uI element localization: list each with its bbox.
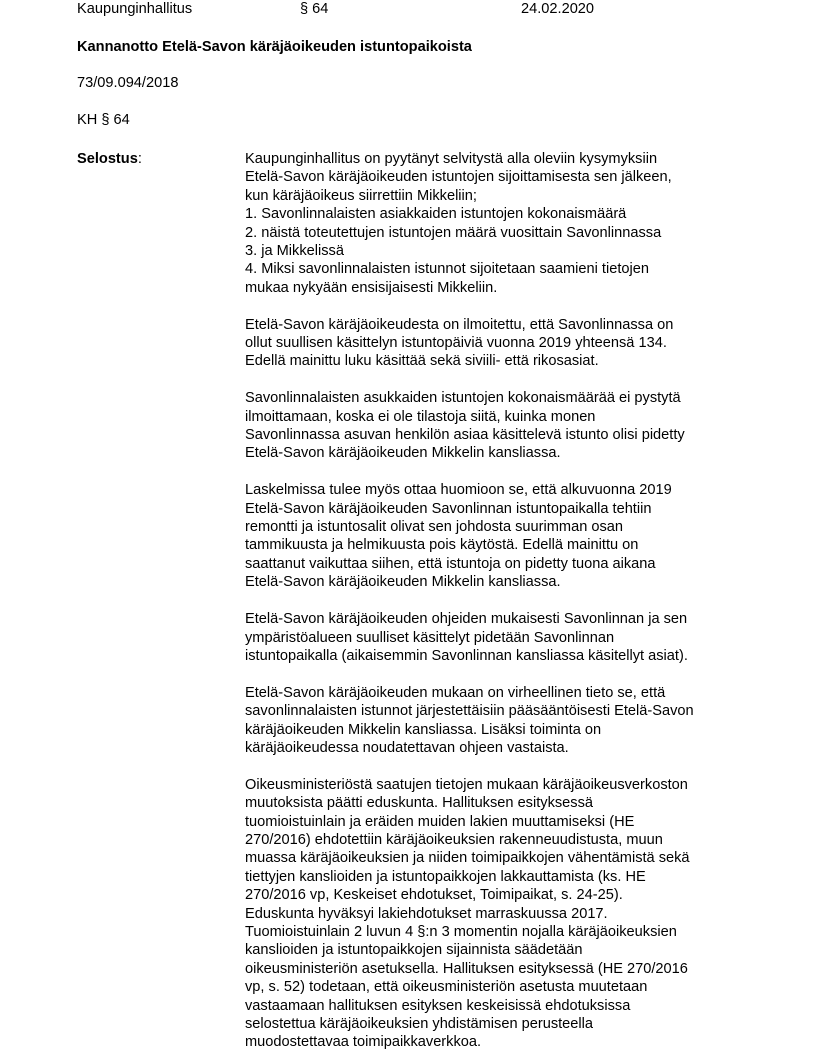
- header-section-number: § 64: [300, 1, 329, 17]
- paragraph-line: ilmoittamaan, koska ei ole tilastoja siitä, kuinka monen: [245, 408, 596, 425]
- paragraph-line: muutoksista päätti eduskunta. Hallituksen esityksessä: [245, 795, 593, 812]
- paragraph-line: 2. näistä toteutettujen istuntojen määrä vuosittain Savonlinnassa: [245, 224, 662, 241]
- header-date: 24.02.2020: [521, 1, 595, 17]
- paragraph-line: Edellä mainittu luku käsittää sekä siviili- että rikosasiat.: [245, 353, 599, 370]
- paragraph-line: Etelä-Savon käräjäoikeuden istuntojen sijoittamisesta sen jälkeen,: [245, 169, 672, 186]
- paragraph-line: remontti ja istuntosalit olivat sen johdosta suurimman osan: [245, 519, 624, 536]
- paragraph-line: kun käräjäoikeus siirrettiin Mikkeliin;: [245, 187, 477, 204]
- paragraph-line: Savonlinnalaisten asukkaiden istuntojen kokonaismäärää ei pystytä: [245, 390, 681, 407]
- header-body-name: Kaupunginhallitus: [77, 1, 193, 17]
- paragraph-line: Savonlinnassa asuvan henkilön asiaa käsittelevä istunto olisi pidetty: [245, 427, 685, 444]
- section-label-colon: :: [137, 151, 142, 167]
- paragraph-line: Oikeusministeriöstä saatujen tietojen mukaan käräjäoikeusverkoston: [245, 776, 688, 793]
- reference-number: 73/09.094/2018: [77, 75, 179, 91]
- paragraph-line: 270/2016) ehdotettiin käräjäoikeuksien rakenneuudistusta, muun: [245, 831, 663, 848]
- paragraph-line: kanslioiden ja istuntopaikkojen sijainnista säädetään: [245, 942, 583, 959]
- paragraph-line: Tuomioistuinlain 2 luvun 4 §:n 3 momentin nojalla käräjäoikeuksien: [245, 923, 677, 940]
- paragraph: [245, 316, 750, 371]
- paragraph-line: ollut suullisen käsittelyn istuntopäiviä vuonna 2019 yhteensä 134.: [245, 335, 667, 352]
- kh-section: KH § 64: [77, 112, 130, 128]
- paragraph-line: Etelä-Savon käräjäoikeudesta on ilmoitettu, että Savonlinnassa on: [245, 316, 674, 333]
- paragraph-line: vastaamaan hallituksen esityksen keskeisissä ehdotuksissa: [245, 997, 631, 1014]
- paragraph-line: 4. Miksi savonlinnalaisten istunnot sijoitetaan saamieni tietojen: [245, 261, 649, 278]
- paragraph-line: saattanut vaikuttaa siihen, että istuntoja on pidetty tuona aikana: [245, 555, 656, 572]
- paragraph-line: Etelä-Savon käräjäoikeuden ohjeiden mukaisesti Savonlinnan ja sen: [245, 611, 688, 628]
- paragraph: [245, 150, 750, 297]
- paragraph-line: Etelä-Savon käräjäoikeuden Mikkelin kansliassa.: [245, 445, 561, 462]
- paragraph-line: muassa käräjäoikeuksien ja niiden toimipaikkojen vähentämistä sekä: [245, 850, 690, 867]
- paragraph-line: tammikuusta ja helmikuusta pois käytöstä. Edellä mainittu on: [245, 537, 639, 554]
- paragraph: [245, 776, 750, 1052]
- paragraph: [245, 684, 750, 758]
- section-label-text: Selostus: [77, 151, 138, 167]
- paragraph-line: 3. ja Mikkelissä: [245, 243, 344, 260]
- paragraph-line: selostettua käräjäoikeuksien yhdistämisen perusteella: [245, 1016, 594, 1032]
- paragraph-line: istuntopaikalla (aikaisemmin Savonlinnan kansliassa käsitellyt asiat).: [245, 647, 688, 664]
- document-title: Kannanotto Etelä-Savon käräjäoikeuden istuntopaikoista: [77, 39, 472, 55]
- section-label: [77, 150, 142, 168]
- paragraph-line: ympäristöalueen suulliset käsittelyt pidetään Savonlinnan: [245, 629, 615, 646]
- paragraph-line: Laskelmissa tulee myös ottaa huomioon se, että alkuvuonna 2019: [245, 482, 672, 499]
- paragraph-line: Etelä-Savon käräjäoikeuden mukaan on virheellinen tieto se, että: [245, 684, 666, 701]
- paragraph-line: vp, s. 52) todetaan, että oikeusministeriön asetusta muutetaan: [245, 979, 648, 996]
- paragraph-line: savonlinnalaisten istunnot järjestettäisiin pääsääntöisesti Etelä-Savon: [245, 703, 694, 720]
- paragraph-line: Kaupunginhallitus on pyytänyt selvitystä alla oleviin kysymyksiin: [245, 151, 658, 167]
- document-header: [0, 0, 816, 20]
- body-text: [245, 150, 750, 1052]
- paragraph-line: Etelä-Savon käräjäoikeuden Mikkelin kansliassa.: [245, 574, 561, 591]
- paragraph-line: käräjäoikeudessa noudatettavan ohjeen vastaista.: [245, 739, 569, 756]
- paragraph: [245, 389, 750, 463]
- paragraph-line: tiettyjen kanslioiden ja istuntopaikkojen lakkauttamista (ks. HE: [245, 868, 646, 885]
- paragraph-line: käräjäoikeuden Mikkelin kansliassa. Lisäksi toiminta on: [245, 721, 602, 738]
- paragraph-line: muodostettavaa toimipaikkaverkkoa.: [245, 1034, 482, 1051]
- paragraph-line: 270/2016 vp, Keskeiset ehdotukset, Toimipaikat, s. 24-25).: [245, 887, 623, 904]
- paragraph-line: mukaa nykyään ensisijaisesti Mikkeliin.: [245, 279, 498, 296]
- paragraph-line: oikeusministeriön asetuksella. Hallituksen esityksessä (HE 270/2016: [245, 960, 688, 977]
- paragraph: [245, 481, 750, 591]
- paragraph-line: Eduskunta hyväksyi lakiehdotukset marraskuussa 2017.: [245, 905, 608, 922]
- paragraph: [245, 610, 750, 665]
- paragraph-line: 1. Savonlinnalaisten asiakkaiden istuntojen kokonaismäärä: [245, 206, 627, 223]
- paragraph-line: Etelä-Savon käräjäoikeuden Savonlinnan istuntopaikalla tehtiin: [245, 500, 652, 517]
- paragraph-line: tuomioistuinlain ja eräiden muiden lakien muuttamiseksi (HE: [245, 813, 635, 830]
